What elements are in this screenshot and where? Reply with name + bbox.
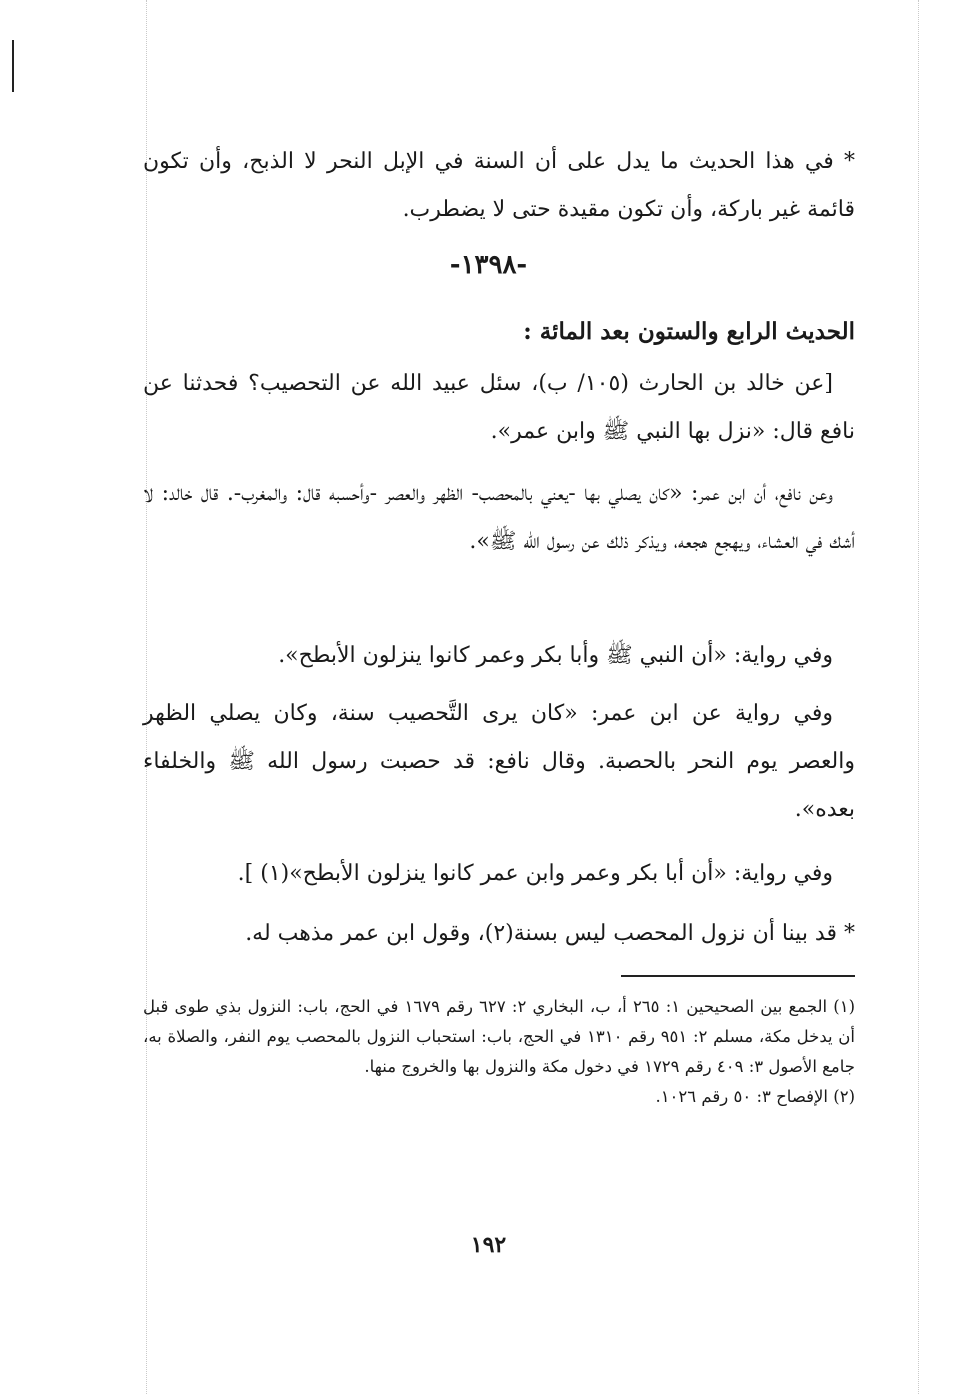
section-heading: الحديث الرابع والستون بعد المائة : <box>523 318 855 345</box>
footnotes <box>143 992 855 1112</box>
hadith-paragraph-2: وعن نافع، أن ابن عمر: «كان يصلي بها -يعني بالمحصب- الظهر والعصر -وأحسبه قال: والمغرب-. قال خالد: لا أشك في العشاء، ويهجع هجعه، ويذكر ذلك عن رسول الله ﷺ». <box>143 481 855 554</box>
hadith-paragraph-1: [عن خالد بن الحارث (١٠٥/ ب)، سئل عبيد الله عن التحصيب؟ فحدثنا عن نافع قال: «نزل بها النبي ﷺ وابن عمر». <box>143 371 855 444</box>
hadith-paragraph-5: وفي رواية: «أن أبا بكر وعمر وابن عمر كانوا ينزلون الأبطح»(١) ]. <box>237 861 833 886</box>
hadith-paragraph-3: وفي رواية: «أن النبي ﷺ وأبا بكر وعمر كانوا ينزلون الأبطح». <box>278 643 833 668</box>
hadith-paragraph-4: وفي رواية عن ابن عمر: «كان يرى التَّحصيب سنة، وكان يصلي الظهر والعصر يوم النحر بالحصبة. وقال نافع: قد حصبت رسول الله ﷺ والخلفاء بعده». <box>143 701 855 822</box>
scan-dotted-guide <box>918 0 920 1394</box>
page-number: ١٩٢ <box>470 1232 507 1258</box>
commentary-paragraph-1: * في هذا الحديث ما يدل على أن السنة في الإبل النحر لا الذبح، وأن تكون قائمة غير باركة، وأن تكون مقيدة حتى لا يضطرب. <box>143 149 855 222</box>
footnote-1: (١) الجمع بين الصحيحين ١: ٢٦٥ أ، ب، البخاري ٢: ٦٢٧ رقم ١٦٧٩ في الحج، باب: النزول بذي طوى قبل أن يدخل مكة، مسلم ٢: ٩٥١ رقم ١٣١٠ في الحج، باب: استحباب النزول بالمحصب يوم النفر، والصلاة به، جامع الأصول ٣: ٤٠٩ رقم ١٧٢٩ في دخول مكة والنزول بها والخروج منها. <box>143 997 856 1076</box>
footnote-separator <box>621 975 855 977</box>
commentary-paragraph-2: * قد بينا أن نزول المحصب ليس بسنة(٢)، وقول ابن عمر مذهب له. <box>245 921 855 946</box>
footnote-2: (٢) الإفصاح ٣: ٥٠ رقم ١٠٢٦. <box>655 1087 855 1106</box>
hadith-number: -١٣٩٨- <box>449 250 528 280</box>
scan-edge-mark <box>12 40 14 92</box>
